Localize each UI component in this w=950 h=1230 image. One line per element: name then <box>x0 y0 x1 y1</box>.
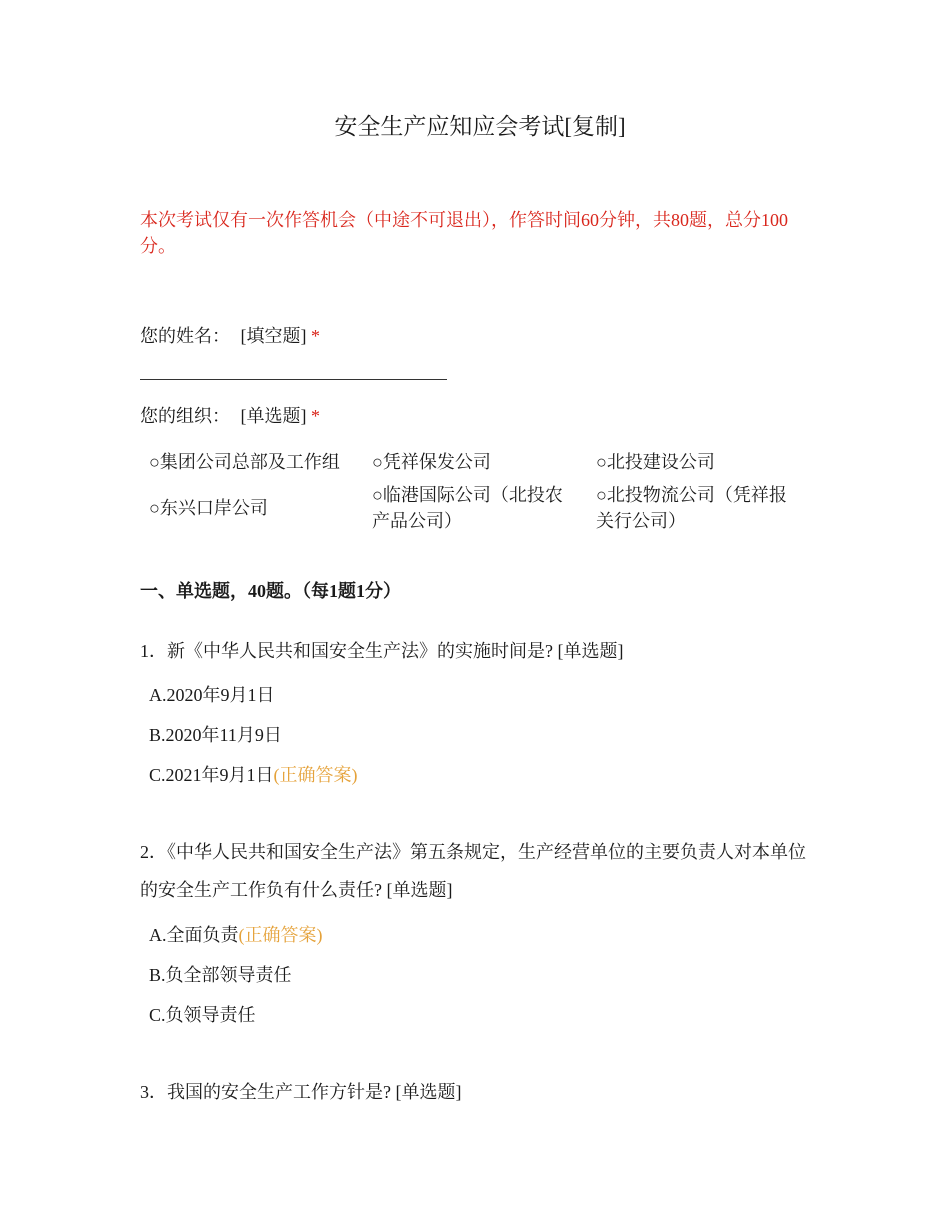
exam-notice: 本次考试仅有一次作答机会（中途不可退出），作答时间60分钟，共80题，总分100分。 <box>140 210 788 256</box>
section-title: 一、单选题，40题。（每1题1分） <box>140 581 401 601</box>
name-input-line[interactable] <box>140 379 447 380</box>
org-type-tag: [单选题] <box>240 406 307 426</box>
name-label-text: 您的姓名： <box>140 326 230 346</box>
question-2-option-b[interactable]: B.负全部领导责任 <box>149 965 292 985</box>
question-2-option-a[interactable] <box>149 922 323 948</box>
question-2-option-c[interactable]: C.负领导责任 <box>149 1005 256 1025</box>
question-2-text: 2．《中华人民共和国安全生产法》第五条规定，生产经营单位的主要负责人对本单位的安全生产工作负有什么责任? [单选题] <box>140 842 806 900</box>
required-mark: * <box>311 326 320 346</box>
org-field-label <box>140 404 320 428</box>
correct-answer-tag: (正确答案) <box>273 765 358 785</box>
question-1-text: 1．新《中华人民共和国安全生产法》的实施时间是? [单选题] <box>140 641 624 661</box>
org-option-radio[interactable]: ○集团公司总部及工作组 <box>149 452 340 472</box>
org-option-radio[interactable]: ○凭祥保发公司 <box>372 452 491 472</box>
option-text: C.2021年9月1日 <box>149 765 274 785</box>
org-option-radio[interactable]: ○东兴口岸公司 <box>149 498 268 518</box>
page-title: 安全生产应知应会考试[复制] <box>334 114 626 139</box>
required-mark: * <box>311 406 320 426</box>
name-type-tag: [填空题] <box>240 326 307 346</box>
option-text: A.全面负责 <box>149 925 239 945</box>
org-option-radio[interactable]: ○北投物流公司（凭祥报关行公司） <box>596 485 787 531</box>
question-1-option-c[interactable] <box>149 762 358 788</box>
question-3-text: 3．我国的安全生产工作方针是? [单选题] <box>140 1082 462 1102</box>
question-1-option-a[interactable]: A.2020年9月1日 <box>149 685 275 705</box>
org-label-text: 您的组织： <box>140 406 230 426</box>
correct-answer-tag: (正确答案) <box>238 925 323 945</box>
question-1-option-b[interactable]: B.2020年11月9日 <box>149 725 282 745</box>
org-option-radio[interactable]: ○北投建设公司 <box>596 452 715 472</box>
name-field-label <box>140 324 320 348</box>
org-option-radio[interactable]: ○临港国际公司（北投农产品公司） <box>372 485 563 531</box>
